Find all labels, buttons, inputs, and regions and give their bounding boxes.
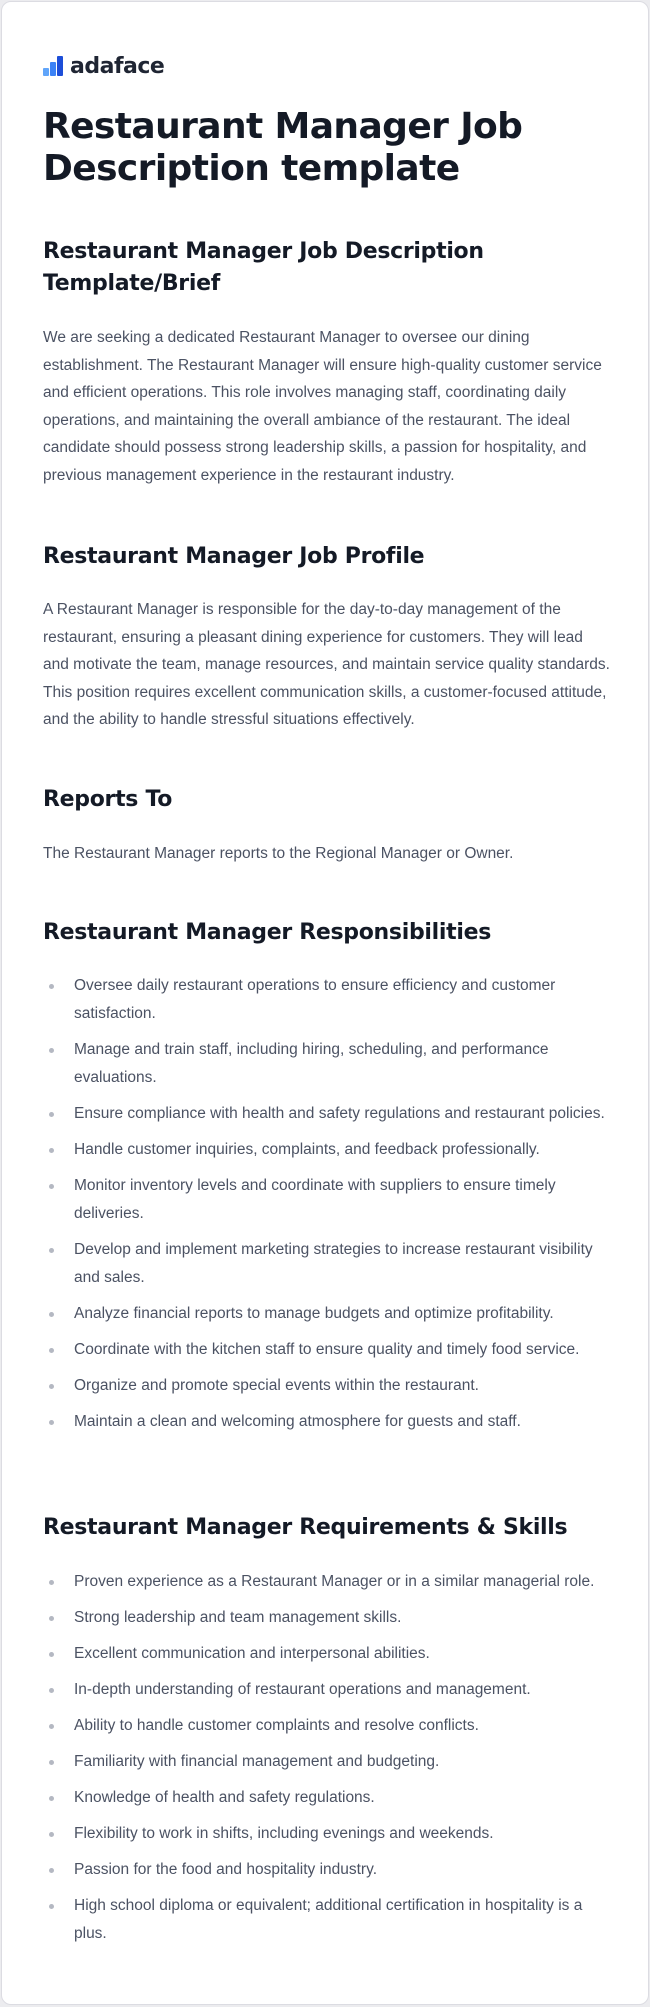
list-item: Excellent communication and interpersonal abilities. [43, 1640, 613, 1668]
bullet-icon [49, 1112, 54, 1117]
list-item: Coordinate with the kitchen staff to ensure quality and timely food service. [43, 1336, 613, 1364]
adaface-logo-icon [43, 56, 66, 76]
page-title: Restaurant Manager Job Description template [43, 106, 523, 189]
bullet-icon [49, 1652, 54, 1657]
list-item: Proven experience as a Restaurant Manager or in a similar managerial role. [43, 1568, 613, 1596]
list-item: Maintain a clean and welcoming atmosphere for guests and staff. [43, 1408, 613, 1436]
responsibilities-heading: Restaurant Manager Responsibilities [43, 920, 491, 945]
brief-text: We are seeking a dedicated Restaurant Manager to oversee our dining establishment. The Restaurant Manager will ensure high-quality customer service and efficient operations. This role involves managing staff, coordinating daily operations, and maintaining the overall ambiance of the restaurant. The ideal candidate should possess strong leadership skills, a passion for hospitality, and previous management experience in the restaurant industry. [43, 329, 602, 484]
bullet-icon [49, 984, 54, 989]
list-item: Strong leadership and team management skills. [43, 1604, 613, 1632]
brand-name: adaface [70, 53, 165, 79]
list-item: Knowledge of health and safety regulations. [43, 1784, 613, 1812]
reports-to-heading: Reports To [43, 787, 173, 812]
list-item: Organize and promote special events within the restaurant. [43, 1372, 613, 1400]
list-item: Ability to handle customer complaints and resolve conflicts. [43, 1712, 613, 1740]
list-item: Passion for the food and hospitality industry. [43, 1856, 613, 1884]
profile-text: A Restaurant Manager is responsible for the day-to-day management of the restaurant, ensuring a pleasant dining experience for customers. They will lead and motivate the team, manage resources, and maintain service quality standards. This position requires excellent communication skills, a customer-focused attitude, and the ability to handle stressful situations effectively. [43, 601, 610, 728]
requirements-list [43, 1568, 613, 1956]
list-item: High school diploma or equivalent; additional certification in hospitality is a plus. [43, 1892, 613, 1948]
list-item: Oversee daily restaurant operations to ensure efficiency and customer satisfaction. [43, 972, 613, 1028]
document-card [1, 1, 649, 2005]
bullet-icon [49, 1184, 54, 1189]
list-item: Handle customer inquiries, complaints, and feedback professionally. [43, 1136, 613, 1164]
responsibilities-list [43, 972, 613, 1444]
brand-logo[interactable] [43, 53, 164, 79]
bullet-icon [49, 1796, 54, 1801]
bullet-icon [49, 1616, 54, 1621]
list-item: Ensure compliance with health and safety regulations and restaurant policies. [43, 1100, 613, 1128]
list-item: Develop and implement marketing strategies to increase restaurant visibility and sales. [43, 1236, 613, 1292]
bullet-icon [49, 1724, 54, 1729]
bullet-icon [49, 1760, 54, 1765]
bullet-icon [49, 1248, 54, 1253]
list-item: Manage and train staff, including hiring, scheduling, and performance evaluations. [43, 1036, 613, 1092]
list-item: In-depth understanding of restaurant operations and management. [43, 1676, 613, 1704]
bullet-icon [49, 1868, 54, 1873]
bullet-icon [49, 1832, 54, 1837]
bullet-icon [49, 1688, 54, 1693]
list-item: Familiarity with financial management and budgeting. [43, 1748, 613, 1776]
profile-heading: Restaurant Manager Job Profile [43, 544, 425, 569]
bullet-icon [49, 1312, 54, 1317]
list-item: Monitor inventory levels and coordinate with suppliers to ensure timely deliveries. [43, 1172, 613, 1228]
bullet-icon [49, 1348, 54, 1353]
bullet-icon [49, 1904, 54, 1909]
reports-to-text: The Restaurant Manager reports to the Regional Manager or Owner. [43, 845, 514, 862]
list-item: Analyze financial reports to manage budgets and optimize profitability. [43, 1300, 613, 1328]
list-item: Flexibility to work in shifts, including evenings and weekends. [43, 1820, 613, 1848]
bullet-icon [49, 1384, 54, 1389]
requirements-heading: Restaurant Manager Requirements & Skills [43, 1515, 568, 1540]
bullet-icon [49, 1580, 54, 1585]
bullet-icon [49, 1420, 54, 1425]
bullet-icon [49, 1148, 54, 1153]
bullet-icon [49, 1048, 54, 1053]
brief-heading: Restaurant Manager Job Description Template/Brief [43, 239, 484, 296]
